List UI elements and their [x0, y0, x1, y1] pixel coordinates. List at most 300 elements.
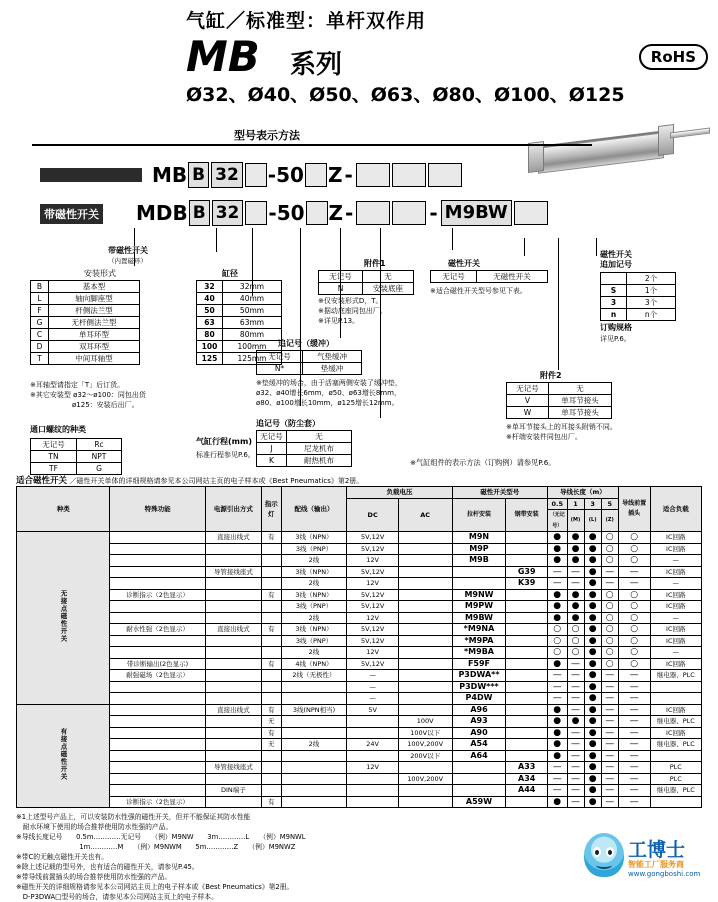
cell-load [650, 750, 701, 762]
table-row [601, 297, 676, 309]
cell-rod-model: M9P [452, 543, 506, 555]
acc2-val: 单耳节接头 [549, 407, 612, 419]
cell-len-1: — [567, 566, 584, 578]
cell-len-3: ● [584, 612, 601, 624]
cell-leadout [205, 589, 261, 601]
order-example-note: ※气缸组件的表示方法（订购例）请参见P.6。 [410, 458, 556, 467]
cell-rod-model [452, 566, 506, 578]
cell-connector: ○ [618, 624, 650, 636]
table-row [31, 305, 140, 317]
cell-load: IC回路 [650, 566, 701, 578]
footnote-9: D-P3DWA□型号的场合，请参见本公司网站主页上的电子样本。 [16, 893, 218, 901]
cell-len-1: — [567, 785, 584, 797]
mag-switch-note: ※适合磁性开关型号参见下表。 [430, 287, 527, 295]
cell-rod-model: A64 [452, 750, 506, 762]
code-prefix-mb: MB [152, 163, 188, 187]
cell-len-1: — [567, 658, 584, 670]
acc2-note-2: ※杆端安装件同包出厂。 [506, 433, 582, 441]
cell-ac: 100V [398, 716, 452, 728]
cell-band-model [506, 555, 548, 567]
cell-dc [347, 750, 398, 762]
cell-len-05: ● [547, 658, 567, 670]
cell-leadout [205, 543, 261, 555]
cell-load: PLC [650, 773, 701, 785]
cell-load: IC回路 [650, 704, 701, 716]
cell-len-1: ● [567, 601, 584, 613]
footnote-6: ※除上述记载的型号外，也有适合的磁性开关，请参见P.45。 [16, 863, 199, 871]
cell-feature [110, 612, 205, 624]
cell-wiring: 4线（NPN） [281, 658, 347, 670]
cell-len-05: — [547, 785, 567, 797]
cell-len-5: — [601, 578, 618, 590]
cell-wiring: 2线 [281, 612, 347, 624]
table-row [319, 283, 414, 295]
cell-band-model: K39 [506, 578, 548, 590]
cell-load: — [650, 647, 701, 659]
table-row [31, 463, 122, 475]
cell-lamp: 有 [261, 532, 281, 544]
table-row [31, 353, 140, 365]
cell-band-model: G39 [506, 566, 548, 578]
cell-rod-model: A90 [452, 727, 506, 739]
cell-ac [398, 658, 452, 670]
cell-wiring [281, 716, 347, 728]
col-load: 适合负载 [650, 487, 701, 532]
mag-add-title: 磁性开关 追加记号 [600, 250, 632, 269]
mount-notes [30, 380, 170, 410]
table-row [31, 439, 122, 451]
cell-len-3: ● [584, 693, 601, 705]
cell-connector: ○ [618, 589, 650, 601]
cell-len-1: ● [567, 532, 584, 544]
cell-len-1: ● [567, 543, 584, 555]
acc2-val: 单耳节接头 [549, 395, 612, 407]
cell-len-5: — [601, 773, 618, 785]
cell-wiring: 2线 [281, 739, 347, 751]
cell-dc: 12V [347, 647, 398, 659]
cell-len-3: ● [584, 681, 601, 693]
table-row [601, 285, 676, 297]
bore-code: 50 [197, 305, 223, 317]
cell-feature [110, 647, 205, 659]
cell-len-5: — [601, 796, 618, 808]
cell-load: IC回路 [650, 635, 701, 647]
page-header [0, 0, 718, 118]
cell-len-1: ● [567, 589, 584, 601]
cell-len-05: ● [547, 750, 567, 762]
footnote-8: ※磁性开关的详细规格请参见本公司网站主页上的电子样本或《Best Pneumatics》第2册。 [16, 883, 294, 891]
cell-len-5: ○ [601, 658, 618, 670]
cell-lamp [261, 566, 281, 578]
cell-len-05: — [547, 681, 567, 693]
cell-leadout [205, 601, 261, 613]
mount-label: 轴向脚座型 [49, 293, 140, 305]
cell-connector: ○ [618, 612, 650, 624]
boot-code: 无记号 [257, 431, 287, 443]
col-wiring: 配线（输出） [281, 487, 347, 532]
cell-len-1: — [567, 693, 584, 705]
code-prefix-mdb: MDB [136, 201, 188, 225]
cell-leadout [205, 635, 261, 647]
cell-len-5: — [601, 750, 618, 762]
cell-connector: ○ [618, 532, 650, 544]
acc1-val: 安装底座 [363, 283, 414, 295]
cell-leadout [205, 670, 261, 682]
table-row [197, 293, 282, 305]
cushion-note: ※垫缓冲的场合，由于活塞两侧安装了缓冲垫，ø32、ø40增长6mm，ø50、ø63增长8mm，ø80、ø100增长10mm，ø125增长12mm。 [256, 379, 402, 407]
cell-connector: ○ [618, 601, 650, 613]
cell-leadout [205, 658, 261, 670]
cell-connector: ○ [618, 555, 650, 567]
code-z-1: Z [327, 163, 343, 187]
cell-ac [398, 762, 452, 774]
cell-ac [398, 578, 452, 590]
cell-len-05: ○ [547, 635, 567, 647]
accessory2-notes [506, 422, 646, 442]
cell-len-3: ● [584, 543, 601, 555]
mount-code: T [31, 353, 49, 365]
cell-leadout [205, 773, 261, 785]
cell-load: IC回路 [650, 601, 701, 613]
cell-feature [110, 681, 205, 693]
cell-lamp [261, 543, 281, 555]
footnote-7: ※带导线前置插头的场合推荐使用防水性强的产品。 [16, 873, 172, 881]
cell-feature [110, 773, 205, 785]
cell-rod-model: F59F [452, 658, 506, 670]
code-switch-m9bw: M9BW [441, 200, 512, 226]
code-mount-b-2: B [189, 200, 210, 226]
stroke-title: 气缸行程(mm) [196, 437, 252, 446]
switch-section-header [16, 474, 706, 486]
table-row [17, 589, 702, 601]
cell-wiring: 3线（NPN） [281, 589, 347, 601]
cell-band-model [506, 624, 548, 636]
cell-wiring: 3线（PNP） [281, 635, 347, 647]
cell-len-3: ● [584, 555, 601, 567]
cell-len-1: ● [567, 555, 584, 567]
table-row [17, 762, 702, 774]
cell-rod-model [452, 762, 506, 774]
cell-lamp [261, 785, 281, 797]
cell-len-5: ○ [601, 635, 618, 647]
port-header-val: Rc [77, 439, 122, 451]
cell-len-05: ● [547, 796, 567, 808]
cell-len-1: ○ [567, 635, 584, 647]
cell-len-05: ● [547, 589, 567, 601]
cell-feature [110, 601, 205, 613]
cell-wiring: 2线 [281, 578, 347, 590]
table-row [197, 317, 282, 329]
sw-code: 无记号 [431, 271, 477, 283]
col-rodmount: 拉杆安装 [452, 498, 506, 532]
cell-ac [398, 785, 452, 797]
table-row [17, 727, 702, 739]
cell-load: — [650, 578, 701, 590]
cell-band-model [506, 693, 548, 705]
table-row [507, 395, 612, 407]
cell-dc: 5V,12V [347, 532, 398, 544]
col-feature: 特殊功能 [110, 487, 205, 532]
mount-note-2: ※其它安装型 ø32～ø100：同包出货 [30, 391, 146, 399]
cell-ac [398, 704, 452, 716]
cell-ac [398, 589, 452, 601]
cell-band-model [506, 681, 548, 693]
cell-dc: 5V [347, 704, 398, 716]
col-connector: 导线前置插头 [618, 487, 650, 532]
cell-ac [398, 670, 452, 682]
cell-lamp [261, 750, 281, 762]
cell-len-05: ● [547, 704, 567, 716]
boot-code: J [257, 443, 287, 455]
table-row [601, 309, 676, 321]
mag-switch-builtin-label: 带磁性开关 （内置磁环） [108, 246, 148, 265]
table-row [17, 532, 702, 544]
cell-lamp [261, 612, 281, 624]
table-row [31, 281, 140, 293]
col-voltage: 负载电压 [347, 487, 452, 499]
table-row [31, 451, 122, 463]
series-label: 系列 [290, 50, 343, 80]
cell-wiring [281, 762, 347, 774]
cell-ac [398, 601, 452, 613]
cell-connector: — [618, 762, 650, 774]
cell-load: IC回路 [650, 532, 701, 544]
col-steelband: 钢带安装 [506, 498, 548, 532]
acc2-val: 无 [549, 383, 612, 395]
cell-ac [398, 635, 452, 647]
table-row [17, 739, 702, 751]
mount-code: B [31, 281, 49, 293]
cell-feature [110, 739, 205, 751]
footnote-3: ※导线长度记号 0.5m…………无记号 （例）M9NW 3m…………L （例）M9NWL [16, 833, 306, 841]
boot-val: 无 [287, 431, 352, 443]
cell-rod-model: M9BW [452, 612, 506, 624]
switch-table-wrap [16, 486, 702, 808]
cell-ac [398, 566, 452, 578]
cell-load: IC回路 [650, 624, 701, 636]
cell-feature: 耐水性强（2色显示） [110, 624, 205, 636]
cell-len-05: ● [547, 612, 567, 624]
cell-len-5: — [601, 716, 618, 728]
table-row [31, 293, 140, 305]
code-bore-32-2: 32 [212, 200, 244, 226]
cell-rod-model: P4DW [452, 693, 506, 705]
cell-feature [110, 566, 205, 578]
cell-dc: 5V,12V [347, 566, 398, 578]
col-len-05-sub: （无记号） [547, 510, 567, 532]
cell-ac: 100V,200V [398, 739, 452, 751]
col-len-5: 5 [601, 498, 618, 510]
cell-feature [110, 578, 205, 590]
port-header-code: 无记号 [31, 439, 77, 451]
cell-load: IC回路 [650, 658, 701, 670]
cell-len-3: ● [584, 658, 601, 670]
cell-leadout [205, 716, 261, 728]
cell-wiring: 3线（NPN） [281, 624, 347, 636]
cell-len-05: ● [547, 543, 567, 555]
table-row [31, 341, 140, 353]
cell-load [650, 681, 701, 693]
cell-feature: 带诊断输出(2色显示) [110, 658, 205, 670]
cell-leadout [205, 796, 261, 808]
cell-len-5: ○ [601, 601, 618, 613]
cell-len-05: ● [547, 716, 567, 728]
mount-code: F [31, 305, 49, 317]
cell-len-05: ○ [547, 647, 567, 659]
cell-lamp: 有 [261, 796, 281, 808]
code-stroke-50: -50 [267, 163, 304, 187]
cell-dc [347, 716, 398, 728]
cell-len-3: ● [584, 670, 601, 682]
table-row [431, 271, 548, 283]
cell-len-3: ● [584, 532, 601, 544]
cushion-table [256, 350, 362, 375]
footnotes [16, 812, 576, 902]
footnote-4: 1m…………M （例）M9NWM 5m…………Z （例）M9NWZ [16, 843, 296, 851]
model-code-row-2: MDB B 32 -50 Z - - M9BW [40, 198, 549, 228]
footnote-5: ※带C的无触点磁性开关也有。 [16, 853, 109, 861]
table-row [17, 796, 702, 808]
mount-label: 无杆侧法兰型 [49, 317, 140, 329]
logo-name: 工博士 [628, 839, 686, 861]
col-len-3: 3 [584, 498, 601, 510]
cell-len-1: — [567, 704, 584, 716]
cell-connector: — [618, 739, 650, 751]
cell-feature [110, 716, 205, 728]
cell-len-5: ○ [601, 543, 618, 555]
cell-len-5: — [601, 762, 618, 774]
cell-band-model: A44 [506, 785, 548, 797]
code-acc2-box [356, 201, 390, 225]
cell-len-3: ● [584, 704, 601, 716]
cell-connector: — [618, 704, 650, 716]
cell-load: IC回路 [650, 589, 701, 601]
cell-len-3: ● [584, 739, 601, 751]
cushion-title: 追记号（缓冲） [278, 339, 334, 348]
cell-ac [398, 681, 452, 693]
cell-len-05: — [547, 566, 567, 578]
switch-section-subtitle: ／磁性开关单体的详细规格请参见本公司网站主页的电子样本或《Best Pneumatics》第2册。 [69, 477, 364, 485]
cell-len-5: — [601, 727, 618, 739]
cell-rod-model: P3DWA** [452, 670, 506, 682]
table-row [31, 317, 140, 329]
code-swqty-box [514, 201, 548, 225]
cell-lamp [261, 647, 281, 659]
cell-len-1: — [567, 773, 584, 785]
cushion-val: 垫缓冲 [303, 363, 362, 375]
col-leadout: 电源引出方式 [205, 487, 261, 532]
mount-type-table [30, 280, 140, 365]
col-ac: AC [398, 498, 452, 532]
cell-band-model [506, 796, 548, 808]
bore-label: 32mm [223, 281, 282, 293]
cell-len-05: — [547, 578, 567, 590]
sw-val: 无磁性开关 [477, 271, 548, 283]
swadd-2: 2个 [627, 273, 676, 285]
cell-ac [398, 693, 452, 705]
cell-len-05: ● [547, 532, 567, 544]
boot-val: 耐热机布 [287, 455, 352, 467]
cell-len-3: ● [584, 647, 601, 659]
cell-ac: 100V以下 [398, 727, 452, 739]
cell-len-05: — [547, 670, 567, 682]
table-row [17, 704, 702, 716]
cell-band-model: A33 [506, 762, 548, 774]
cell-rod-model: P3DW*** [452, 681, 506, 693]
cell-rod-model: M9PW [452, 601, 506, 613]
cell-len-3: ● [584, 635, 601, 647]
bore-sizes: Ø32、Ø40、Ø50、Ø63、Ø80、Ø100、Ø125 [186, 84, 625, 106]
cell-len-05: ● [547, 727, 567, 739]
cell-feature [110, 727, 205, 739]
cell-connector: — [618, 727, 650, 739]
bore-code: 80 [197, 329, 223, 341]
footnote-1: ※1上述型号产品上，可以安装防水性强的磁性开关，但并不能保证其防水性能 [16, 813, 251, 821]
cell-connector: — [618, 566, 650, 578]
cell-band-model [506, 601, 548, 613]
cell-lamp [261, 601, 281, 613]
cell-len-5: ○ [601, 647, 618, 659]
accessory2-title: 附件2 [540, 371, 562, 380]
cell-len-05: — [547, 693, 567, 705]
cell-lamp: 有 [261, 727, 281, 739]
cell-rod-model: A93 [452, 716, 506, 728]
cell-band-model [506, 532, 548, 544]
cell-dc: 12V [347, 762, 398, 774]
bore-label: 50mm [223, 305, 282, 317]
table-row [17, 543, 702, 555]
cell-len-05: — [547, 773, 567, 785]
cell-len-1: — [567, 578, 584, 590]
table-row [197, 281, 282, 293]
cell-len-5: — [601, 704, 618, 716]
cell-rod-model [452, 773, 506, 785]
cell-lamp [261, 693, 281, 705]
cell-len-1: — [567, 750, 584, 762]
cell-lamp [261, 762, 281, 774]
code-z-2: Z [328, 201, 344, 225]
cell-dc: 5V,12V [347, 589, 398, 601]
table-row [319, 271, 414, 283]
cell-len-5: ○ [601, 532, 618, 544]
acc2-code: 无记号 [507, 383, 549, 395]
footnote-2: 耐水环境下使用的场合推荐使用防水性强的产品。 [16, 823, 173, 831]
cell-band-model [506, 750, 548, 762]
acc2-code: W [507, 407, 549, 419]
port-code: TF [31, 463, 77, 475]
cell-len-1: — [567, 670, 584, 682]
port-code: TN [31, 451, 77, 463]
cell-leadout [205, 681, 261, 693]
cell-leadout [205, 750, 261, 762]
cell-wiring: 3线（NPN） [281, 532, 347, 544]
mount-code: D [31, 341, 49, 353]
table-row [17, 693, 702, 705]
bore-code: 32 [197, 281, 223, 293]
cell-connector: — [618, 693, 650, 705]
acc1-note-1: ※仅安装形式D，T。 [318, 297, 383, 305]
order-spec-title: 订购规格 [600, 323, 632, 332]
model-code-title: 型号表示方法 [228, 127, 306, 143]
code-acc1-box [356, 163, 390, 187]
mount-label: 中间耳轴型 [49, 353, 140, 365]
table-row [197, 329, 282, 341]
cell-len-5: — [601, 785, 618, 797]
code-cushion-box [305, 163, 327, 187]
cell-len-1: ● [567, 612, 584, 624]
cell-lamp: 有 [261, 624, 281, 636]
col-leadlen: 导线长度（m） [547, 487, 618, 499]
